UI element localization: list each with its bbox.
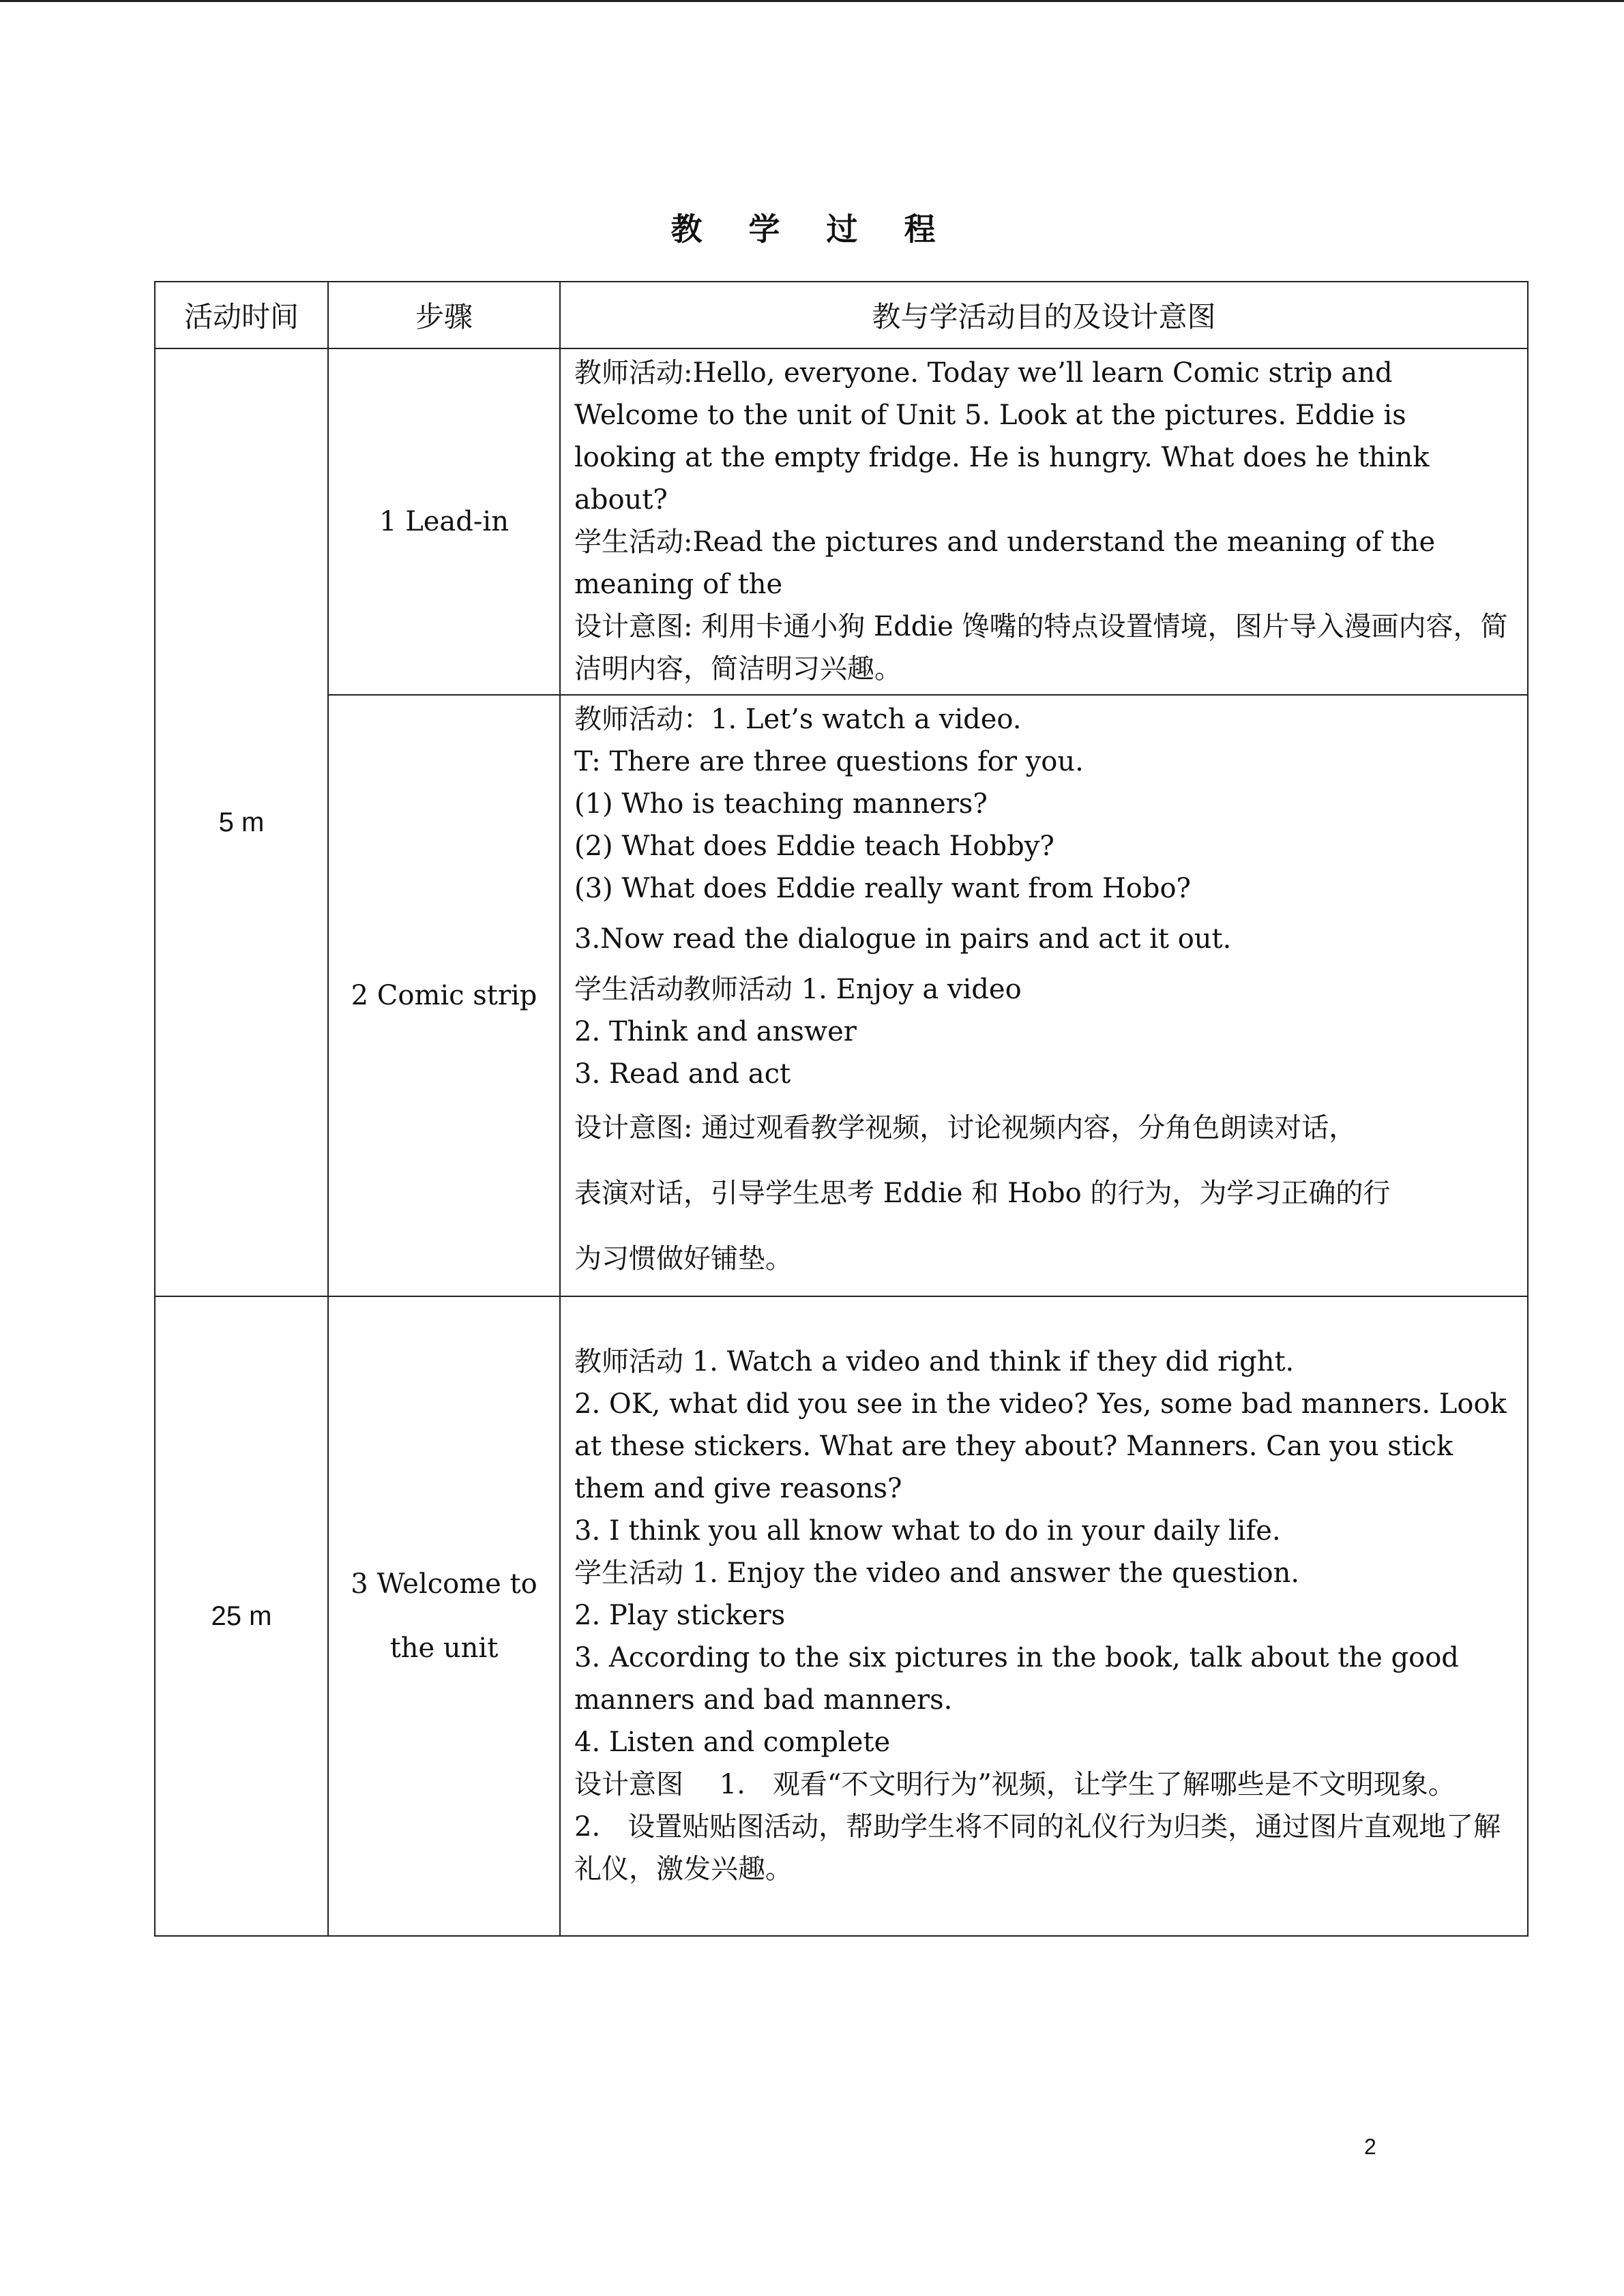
step-label: Welcome to xyxy=(377,1568,537,1600)
content-line: 2. OK, what did you see in the video? Yes, some bad manners. Look at these stickers. What are they about? Manners. Can you stick them and give reasons? xyxy=(574,1388,1507,1504)
content-line: 3.Now read the dialogue in pairs and act it out. xyxy=(574,923,1232,955)
content-line: 2. Think and answer xyxy=(574,1016,857,1047)
table-row xyxy=(155,348,1528,695)
content-line: 表演对话，引导学生思考 Eddie 和 Hobo 的行为，为学习正确的行 xyxy=(574,1178,1391,1209)
time-cell: 25 m xyxy=(155,1296,328,1936)
header-step: 步骤 xyxy=(328,282,560,348)
step-label: 1 Lead-in xyxy=(379,506,509,537)
content-line: (1) Who is teaching manners? xyxy=(574,788,988,820)
content-line: 教师活动：1. Let’s watch a video. xyxy=(574,704,1022,735)
content-line: 3. Read and act xyxy=(574,1058,791,1090)
content-line: 设计意图: 利用卡通小狗 Eddie 馋嘴的特点设置情境，图片导入漫画内容，简洁明内容，简洁明习兴趣。 xyxy=(574,611,1508,685)
content-line: 设计意图: 通过观看教学视频，讨论视频内容，分角色朗读对话， xyxy=(574,1112,1357,1144)
content-line: 教师活动 1. Watch a video and think if they did right. xyxy=(574,1346,1295,1377)
page-number: 2 xyxy=(1364,2134,1376,2159)
step-cell xyxy=(328,348,560,695)
content-cell xyxy=(560,348,1528,695)
content-line: 学生活动:Read the pictures and understand the meaning of the meaning of the xyxy=(574,526,1436,600)
step-cell xyxy=(328,695,560,1296)
step-label: Comic strip xyxy=(377,980,537,1011)
table-header-row xyxy=(155,282,1528,348)
content-line: 教师活动:Hello, everyone. Today we’ll learn Comic strip and Welcome to the unit of Unit 5. Look at the pictures. Eddie is looking at the empty fridge. He is hungry. What does he think about? xyxy=(574,357,1430,516)
header-purpose: 教与学活动目的及设计意图 xyxy=(560,282,1528,348)
time-cell: 5 m xyxy=(155,348,328,1296)
content-line: 3. According to the six pictures in the book, talk about the good manners and bad manners. xyxy=(574,1642,1459,1716)
content-line: 学生活动教师活动 1. Enjoy a video xyxy=(574,974,1022,1005)
page-title: 教 学 过 程 xyxy=(670,211,954,248)
step-label: the unit xyxy=(389,1632,499,1664)
lesson-process-table xyxy=(154,281,1529,1937)
step-cell xyxy=(328,1296,560,1936)
content-cell xyxy=(560,695,1528,1296)
table-row xyxy=(155,695,1528,1296)
content-line: 学生活动 1. Enjoy the video and answer the question. xyxy=(574,1557,1300,1589)
header-activity-time: 活动时间 xyxy=(155,282,328,348)
content-line: 4. Listen and complete xyxy=(574,1727,891,1758)
content-cell xyxy=(560,1296,1528,1936)
content-line: 设计意图 1. 观看“不文明行为”视频，让学生了解哪些是不文明现象。 xyxy=(574,1769,1456,1800)
content-line: (3) What does Eddie really want from Hobo? xyxy=(574,873,1192,904)
step-number: 2 xyxy=(351,980,369,1011)
content-line: 为习惯做好铺垫。 xyxy=(574,1243,793,1274)
table-row xyxy=(155,1296,1528,1936)
content-line: 2. 设置贴贴图活动，帮助学生将不同的礼仪行为归类，通过图片直观地了解礼仪，激发兴趣。 xyxy=(574,1811,1501,1885)
step-number: 3 xyxy=(351,1568,368,1600)
content-line: 3. I think you all know what to do in your daily life. xyxy=(574,1515,1281,1547)
content-line: T: There are three questions for you. xyxy=(574,746,1084,777)
content-line: (2) What does Eddie teach Hobby? xyxy=(574,831,1054,862)
content-line: 2. Play stickers xyxy=(574,1600,786,1631)
top-border-line xyxy=(0,0,1624,2)
